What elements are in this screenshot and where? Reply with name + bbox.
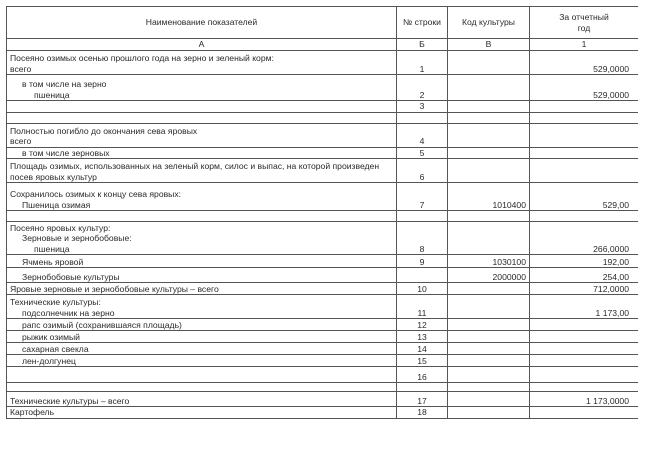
- indicator-name-line: Зерновые и зернобобовые:: [22, 233, 132, 243]
- indicator-name-line: сахарная свекла: [22, 343, 89, 354]
- header-crop-code: Код культуры: [448, 7, 530, 39]
- indicator-name-cell: [7, 183, 397, 211]
- indicator-name-cell: [7, 355, 397, 367]
- reporting-year-value-cell: 254,00: [530, 268, 639, 283]
- reporting-year-value-cell: [530, 147, 639, 159]
- indicator-name-cell: [7, 112, 397, 123]
- indicator-name-line: Ячмень яровой: [22, 256, 84, 267]
- row-number-cell: 14: [397, 343, 448, 355]
- row-number-cell: 2: [397, 75, 448, 101]
- crop-code-cell: [448, 383, 530, 392]
- reporting-year-value-cell: [530, 331, 639, 343]
- row-number-cell: 10: [397, 283, 448, 295]
- reporting-year-value-cell: 266,0000: [530, 222, 639, 255]
- crop-code-cell: [448, 407, 530, 419]
- reporting-year-value-cell: 529,0000: [530, 75, 639, 101]
- indicator-name-line: Зернобобовые культуры: [22, 271, 120, 282]
- reporting-year-value-cell: [530, 101, 639, 113]
- header-row-number: № строки: [397, 7, 448, 39]
- row-number-cell: 5: [397, 147, 448, 159]
- column-letter: А: [7, 39, 397, 51]
- reporting-year-value-cell: [530, 383, 639, 392]
- indicator-name-line: подсолнечник на зерно: [22, 307, 115, 318]
- reporting-year-value-cell: 1 173,00: [530, 295, 639, 319]
- row-number-cell: 9: [397, 255, 448, 268]
- crop-code-cell: [448, 283, 530, 295]
- table-header-row: [7, 7, 639, 39]
- reporting-year-value-cell: 529,0000: [530, 51, 639, 75]
- indicator-name-cell: [7, 123, 397, 147]
- indicator-name-line: Посеяно яровых культур:: [10, 222, 111, 233]
- table-row: [7, 147, 639, 159]
- table-row: [7, 355, 639, 367]
- reporting-year-value-cell: [530, 211, 639, 222]
- crop-code-cell: [448, 343, 530, 355]
- row-number-cell: 15: [397, 355, 448, 367]
- indicator-name-cell: [7, 283, 397, 295]
- reporting-year-value-cell: 1 173,0000: [530, 392, 639, 407]
- indicator-name-cell: [7, 159, 397, 183]
- indicator-name-line: в том числе на зерно: [22, 79, 107, 89]
- row-number-cell: 3: [397, 101, 448, 113]
- row-number-cell: 1: [397, 51, 448, 75]
- row-number-cell: 16: [397, 367, 448, 383]
- indicator-name-cell: [7, 319, 397, 331]
- reporting-year-value-cell: [530, 367, 639, 383]
- crop-code-cell: [448, 75, 530, 101]
- crop-area-table: [6, 6, 638, 419]
- indicator-name-line: всего: [10, 63, 32, 74]
- indicator-name-line: пшеница: [34, 243, 70, 254]
- indicator-name-cell: [7, 211, 397, 222]
- table-row: [7, 159, 639, 183]
- indicator-name-cell: [7, 383, 397, 392]
- table-row: [7, 51, 639, 75]
- table-row: [7, 295, 639, 319]
- row-number-cell: 12: [397, 319, 448, 331]
- reporting-year-value-cell: 529,00: [530, 183, 639, 211]
- indicator-name-cell: [7, 367, 397, 383]
- crop-code-cell: [448, 295, 530, 319]
- indicator-name-cell: [7, 392, 397, 407]
- row-number-cell: [397, 268, 448, 283]
- crop-code-cell: [448, 147, 530, 159]
- crop-code-cell: [448, 123, 530, 147]
- indicator-name-line: посев яровых культур: [10, 171, 97, 182]
- row-number-cell: 18: [397, 407, 448, 419]
- table-row: [7, 255, 639, 268]
- column-letter: Б: [397, 39, 448, 51]
- table-row: [7, 343, 639, 355]
- indicator-name-line: Технические культуры – всего: [10, 395, 130, 406]
- crop-code-cell: [448, 222, 530, 255]
- indicator-name-cell: [7, 255, 397, 268]
- table-row: [7, 75, 639, 101]
- statistical-form-sheet: [6, 6, 638, 446]
- reporting-year-value-cell: [530, 407, 639, 419]
- table-row: [7, 268, 639, 283]
- indicator-name-line: Полностью погибло до окончания сева яровых: [10, 125, 198, 136]
- crop-code-cell: 1010400: [448, 183, 530, 211]
- table-row: [7, 383, 639, 392]
- crop-code-cell: [448, 159, 530, 183]
- column-letters-row: [7, 39, 639, 51]
- row-number-cell: 7: [397, 183, 448, 211]
- reporting-year-value-cell: [530, 355, 639, 367]
- table-row: [7, 222, 639, 255]
- crop-code-cell: [448, 367, 530, 383]
- row-number-cell: 11: [397, 295, 448, 319]
- row-number-cell: 4: [397, 123, 448, 147]
- indicator-name-cell: [7, 75, 397, 101]
- indicator-name-line: всего: [10, 136, 32, 146]
- row-number-cell: 6: [397, 159, 448, 183]
- table-row: [7, 331, 639, 343]
- crop-code-cell: [448, 331, 530, 343]
- reporting-year-value-cell: [530, 319, 639, 331]
- crop-code-cell: [448, 112, 530, 123]
- header-reporting-year: [530, 7, 639, 39]
- indicator-name-line: Пшеница озимая: [22, 199, 91, 210]
- indicator-name-line: Технические культуры:: [10, 297, 101, 307]
- indicator-name-line: Посеяно озимых осенью прошлого года на зерно и зеленый корм:: [10, 53, 274, 63]
- table-row: [7, 183, 639, 211]
- header-reporting-year-line1: За отчетный: [559, 12, 609, 22]
- indicator-name-cell: [7, 331, 397, 343]
- indicator-name-line: лен-долгунец: [22, 355, 76, 366]
- indicator-name-cell: [7, 343, 397, 355]
- table-row: [7, 101, 639, 113]
- indicator-name-cell: [7, 295, 397, 319]
- crop-code-cell: [448, 392, 530, 407]
- table-row: [7, 123, 639, 147]
- reporting-year-value-cell: [530, 159, 639, 183]
- row-number-cell: 17: [397, 392, 448, 407]
- indicator-name-cell: [7, 268, 397, 283]
- crop-code-cell: [448, 319, 530, 331]
- indicator-name-line: Картофель: [10, 407, 55, 417]
- reporting-year-value-cell: [530, 343, 639, 355]
- crop-code-cell: [448, 355, 530, 367]
- indicator-name-cell: [7, 407, 397, 419]
- reporting-year-value-cell: [530, 112, 639, 123]
- row-number-cell: 8: [397, 222, 448, 255]
- indicator-name-cell: [7, 147, 397, 159]
- column-letter: 1: [530, 39, 639, 51]
- indicator-name-cell: [7, 222, 397, 255]
- indicator-name-line: Яровые зерновые и зернобобовые культуры – всего: [10, 283, 219, 294]
- row-number-cell: 13: [397, 331, 448, 343]
- reporting-year-value-cell: 712,0000: [530, 283, 639, 295]
- table-row: [7, 367, 639, 383]
- indicator-name-line: Сохранилось озимых к концу сева яровых:: [10, 189, 182, 199]
- indicator-name-line: рапс озимый (сохранившаяся площадь): [22, 319, 182, 330]
- crop-code-cell: [448, 211, 530, 222]
- row-number-cell: [397, 383, 448, 392]
- table-row: [7, 407, 639, 419]
- column-letter: В: [448, 39, 530, 51]
- table-body: [7, 51, 639, 419]
- reporting-year-value-cell: [530, 123, 639, 147]
- row-number-cell: [397, 211, 448, 222]
- header-indicator-name: Наименование показателей: [7, 7, 397, 39]
- indicator-name-line: пшеница: [34, 89, 70, 100]
- row-number-cell: [397, 112, 448, 123]
- indicator-name-cell: [7, 51, 397, 75]
- crop-code-cell: 1030100: [448, 255, 530, 268]
- indicator-name-line: в том числе зерновых: [22, 147, 110, 158]
- indicator-name-line: рыжик озимый: [22, 331, 80, 342]
- indicator-name-line: Площадь озимых, использованных на зеленый корм, силос и выпас, на которой произведен: [10, 161, 380, 171]
- crop-code-cell: [448, 51, 530, 75]
- table-row: [7, 392, 639, 407]
- crop-code-cell: 2000000: [448, 268, 530, 283]
- header-reporting-year-line2: год: [577, 22, 591, 33]
- table-row: [7, 211, 639, 222]
- reporting-year-value-cell: 192,00: [530, 255, 639, 268]
- table-row: [7, 319, 639, 331]
- table-row: [7, 283, 639, 295]
- indicator-name-cell: [7, 101, 397, 113]
- table-row: [7, 112, 639, 123]
- crop-code-cell: [448, 101, 530, 113]
